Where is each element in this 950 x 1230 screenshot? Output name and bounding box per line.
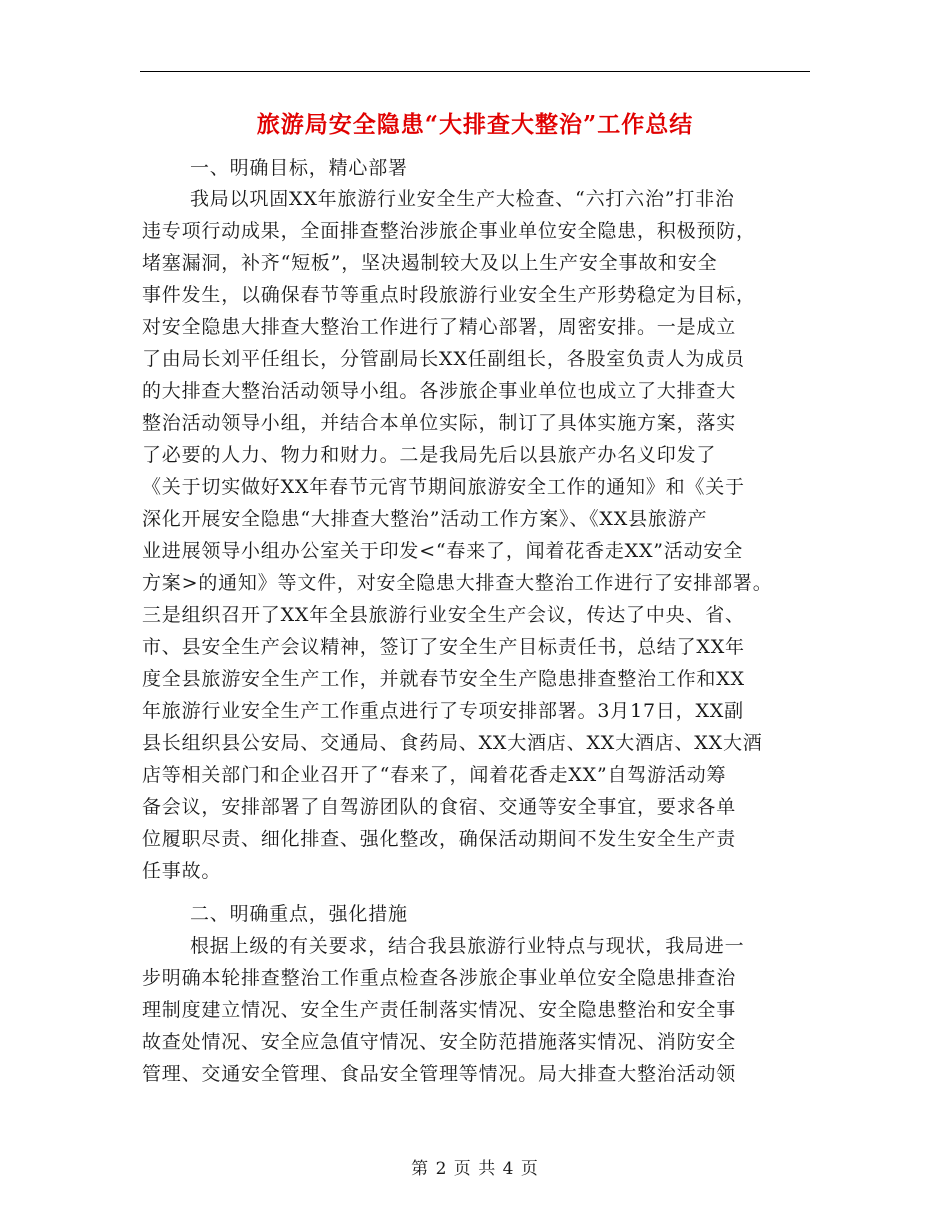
paragraph-line: 步明确本轮排查整治工作重点检查各涉旅企事业单位安全隐患排查治 — [142, 967, 737, 989]
paragraph-line: 任事故。 — [142, 860, 222, 882]
paragraph-line: 堵塞漏洞，补齐“短板”，坚决遏制较大及以上生产安全事故和安全 — [142, 252, 718, 274]
paragraph-line: 管理、交通安全管理、食品安全管理等情况。局大排查大整治活动领 — [142, 1063, 737, 1085]
paragraph-line: 的大排查大整治活动领导小组。各涉旅企事业单位也成立了大排查大 — [142, 380, 737, 402]
paragraph-line: 业进展领导小组办公室关于印发<“春来了，闻着花香走XX”活动安全 — [142, 540, 744, 562]
paragraph-line: 故查处情况、安全应急值守情况、安全防范措施落实情况、消防安全 — [142, 1031, 737, 1053]
paragraph-line: 事件发生，以确保春节等重点时段旅游行业安全生产形势稳定为目标， — [142, 284, 756, 306]
paragraph-line: 备会议，安排部署了自驾游团队的食宿、交通等安全事宜，要求各单 — [142, 796, 737, 818]
paragraph-line: 方案>的通知》等文件，对安全隐患大排查大整治工作进行了安排部署。 — [142, 572, 773, 594]
page-number-footer: 第 2 页 共 4 页 — [411, 1159, 539, 1179]
paragraph-line: 店等相关部门和企业召开了“春来了，闻着花香走XX”自驾游活动筹 — [142, 764, 727, 786]
paragraph-line: 了必要的人力、物力和财力。二是我局先后以县旅产办名义印发了 — [142, 444, 717, 466]
paragraph-line: 位履职尽责、细化排查、强化整改，确保活动期间不发生安全生产责 — [142, 828, 737, 850]
paragraph-line: 了由局长刘平任组长，分管副局长XX任副组长，各股室负责人为成员 — [142, 348, 745, 370]
section-heading: 一、明确目标，精心部署 — [190, 157, 408, 179]
header-rule — [140, 71, 810, 72]
paragraph-line: 对安全隐患大排查大整治工作进行了精心部署，周密安排。一是成立 — [142, 316, 737, 338]
paragraph-line: 年旅游行业安全生产工作重点进行了专项安排部署。3月17日，XX副 — [142, 700, 744, 722]
paragraph-line: 度全县旅游安全生产工作，并就春节安全生产隐患排查整治工作和XX — [142, 668, 745, 690]
paragraph-line: 市、县安全生产会议精神，签订了安全生产目标责任书，总结了XX年 — [142, 636, 745, 658]
paragraph-line: 三是组织召开了XX年全县旅游行业安全生产会议，传达了中央、省、 — [142, 604, 745, 626]
paragraph-line: 根据上级的有关要求，结合我县旅游行业特点与现状，我局进一 — [190, 935, 745, 957]
section-heading: 二、明确重点，强化措施 — [190, 903, 408, 925]
paragraph-line: 整治活动领导小组，并结合本单位实际，制订了具体实施方案，落实 — [142, 412, 737, 434]
paragraph-line: 违专项行动成果，全面排查整治涉旅企事业单位安全隐患，积极预防， — [142, 220, 756, 242]
document-title: 旅游局安全隐患“大排查大整治”工作总结 — [256, 111, 694, 138]
paragraph-line: 我局以巩固XX年旅游行业安全生产大检查、“六打六治”打非治 — [190, 188, 735, 210]
paragraph-line: 县长组织县公安局、交通局、食药局、XX大酒店、XX大酒店、XX大酒 — [142, 732, 763, 754]
paragraph-line: 深化开展安全隐患“大排查大整治”活动工作方案》、《XX县旅游产 — [142, 508, 708, 530]
paragraph-line: 《关于切实做好XX年春节元宵节期间旅游安全工作的通知》和《关于 — [142, 476, 745, 498]
paragraph-line: 理制度建立情况、安全生产责任制落实情况、安全隐患整治和安全事 — [142, 999, 737, 1021]
